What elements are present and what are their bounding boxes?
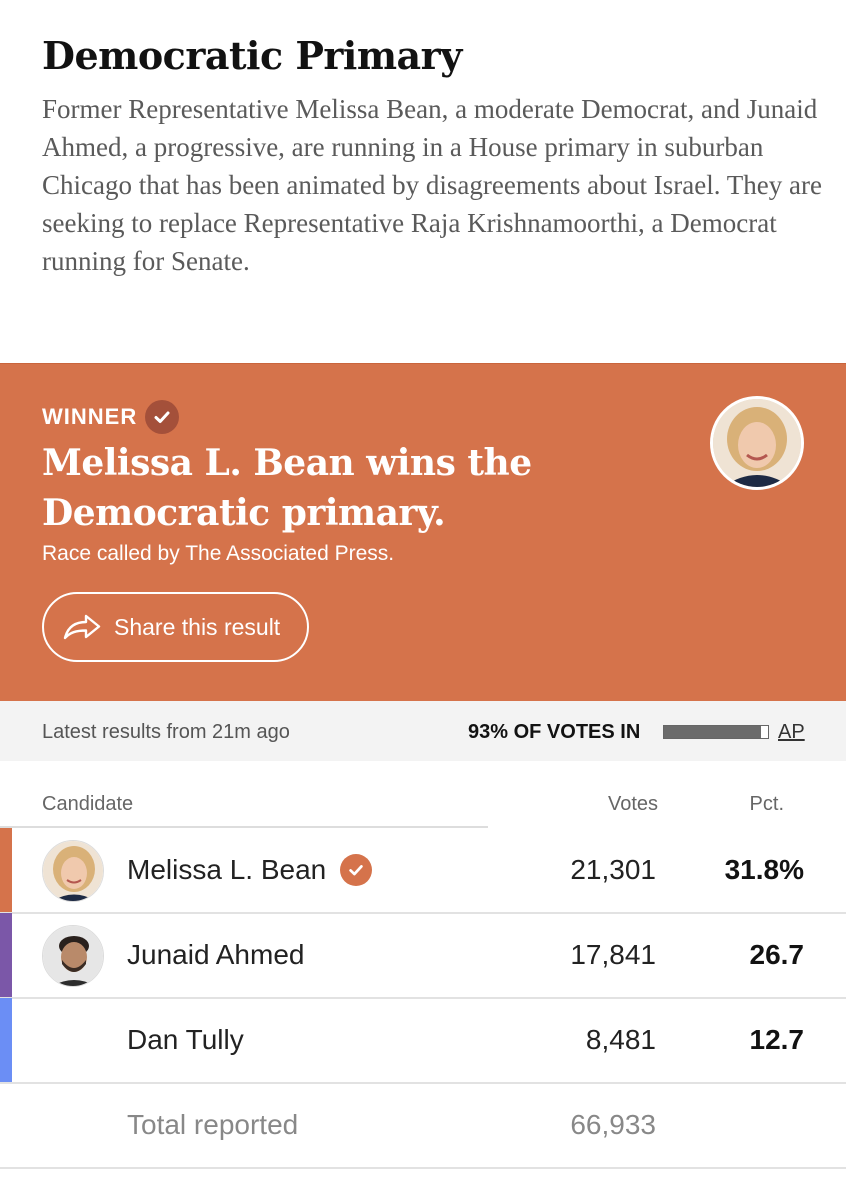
candidate-photo-icon	[713, 399, 801, 487]
candidate-pct: 31.8%	[724, 854, 804, 885]
candidate-name	[127, 939, 304, 971]
candidate-avatar	[42, 925, 104, 987]
candidate-name-text: Junaid Ahmed	[127, 939, 305, 970]
winner-row	[42, 400, 179, 434]
candidate-color-stripe	[0, 998, 12, 1082]
candidate-photo-icon	[43, 841, 104, 902]
race-description: Former Representative Melissa Bean, a moderate Democrat, and Junaid Ahmed, a progressive, are running in a House primary in suburban Chicago that has been animated by disagreements about Israel. They are seeking to replace Representative Raja Krishnamoorthi, a Democrat running for Senate.	[42, 94, 822, 276]
winner-headline: Melissa L. Bean wins the Democratic primary.	[42, 442, 532, 534]
votes-in-progress-fill	[664, 726, 761, 738]
table-row	[0, 828, 846, 914]
share-result-label: Share this result	[114, 613, 281, 640]
column-header-votes: Votes	[607, 793, 658, 815]
winner-banner	[0, 363, 846, 701]
candidate-pct: 26.7	[749, 939, 804, 970]
results-table-header	[0, 761, 846, 827]
table-row	[0, 998, 846, 1084]
results-status-bar	[0, 701, 846, 761]
votes-in-progress-bar	[663, 725, 769, 739]
total-label: Total reported	[127, 1109, 299, 1140]
candidate-color-stripe	[0, 913, 12, 997]
candidate-photo-icon	[43, 926, 104, 987]
candidate-pct: 12.7	[749, 1024, 804, 1055]
race-header	[42, 32, 822, 280]
candidate-name	[127, 1024, 244, 1056]
candidate-avatar	[42, 840, 104, 902]
candidate-votes: 21,301	[570, 854, 656, 885]
page-title: Democratic Primary	[42, 33, 462, 78]
latest-results-text: Latest results from 21m ago	[42, 721, 290, 743]
total-row	[0, 1083, 846, 1169]
winner-checkmark-icon	[340, 854, 372, 886]
candidate-name-text: Dan Tully	[127, 1024, 244, 1055]
column-header-candidate: Candidate	[42, 793, 134, 815]
checkmark-icon	[145, 400, 179, 434]
table-row	[0, 913, 846, 999]
winner-label: WINNER	[42, 404, 138, 429]
total-votes: 66,933	[570, 1109, 656, 1140]
candidate-name-text: Melissa L. Bean	[127, 854, 327, 885]
candidate-name	[127, 854, 372, 886]
candidate-color-stripe	[0, 828, 12, 912]
candidate-votes: 8,481	[585, 1024, 656, 1055]
votes-in-label: 93% OF VOTES IN	[468, 721, 641, 743]
column-header-pct: Pct.	[749, 793, 784, 815]
ap-source-link[interactable]: AP	[778, 721, 805, 743]
winner-avatar	[710, 396, 804, 490]
candidate-votes: 17,841	[570, 939, 656, 970]
share-result-button[interactable]	[42, 592, 309, 662]
share-arrow-icon	[62, 613, 102, 641]
race-called-note: Race called by The Associated Press.	[42, 542, 395, 565]
